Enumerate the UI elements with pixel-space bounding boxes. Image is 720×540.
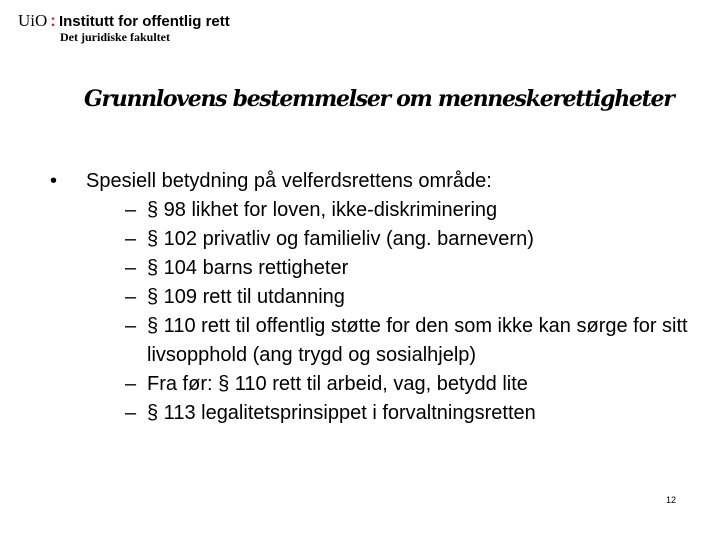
dash-icon: –: [125, 199, 137, 221]
sub-item-text: § 104 barns rettigheter: [147, 257, 349, 279]
sub-item: [50, 196, 707, 225]
dash-icon: –: [125, 402, 137, 424]
bullet-item: [50, 167, 707, 196]
slide-title: Grunnlovens bestemmelser om menneskerettigheter: [84, 86, 674, 112]
sub-item-text: § 98 likhet for loven, ikke-diskriminering: [147, 199, 498, 221]
bullet-icon: •: [50, 170, 58, 192]
logo-uio: UiO: [18, 11, 48, 30]
sub-item: [50, 370, 707, 399]
sub-item: [50, 254, 707, 283]
dash-icon: –: [125, 286, 137, 308]
logo-institute: Institutt for offentlig rett: [58, 13, 230, 30]
bullet-text: Spesiell betydning på velferdsrettens område:: [86, 170, 492, 192]
dash-icon: –: [125, 373, 137, 395]
institution-logo: [18, 11, 230, 44]
dash-icon: –: [125, 315, 137, 337]
sub-item-text: § 113 legalitetsprinsippet i forvaltningsretten: [147, 402, 536, 424]
page-number: 12: [666, 495, 677, 505]
sub-item: [50, 312, 707, 370]
sub-item-text: Fra før: § 110 rett til arbeid, vag, betydd lite: [147, 373, 528, 395]
sub-item: [50, 399, 707, 428]
logo-faculty: Det juridiske fakultet: [60, 30, 170, 44]
slide-content: [50, 167, 707, 428]
sub-item: [50, 225, 707, 254]
sub-item-text: § 109 rett til utdanning: [147, 286, 345, 308]
dash-icon: –: [125, 257, 137, 279]
sub-item-text: § 102 privatliv og familieliv (ang. barnevern): [147, 228, 534, 250]
sub-item-text: § 110 rett til offentlig støtte for den som ikke kan sørge for sitt livsopphold (ang trygd og sosialhjelp): [147, 315, 688, 366]
logo-colon-icon: :: [50, 11, 56, 30]
sub-item: [50, 283, 707, 312]
dash-icon: –: [125, 228, 137, 250]
